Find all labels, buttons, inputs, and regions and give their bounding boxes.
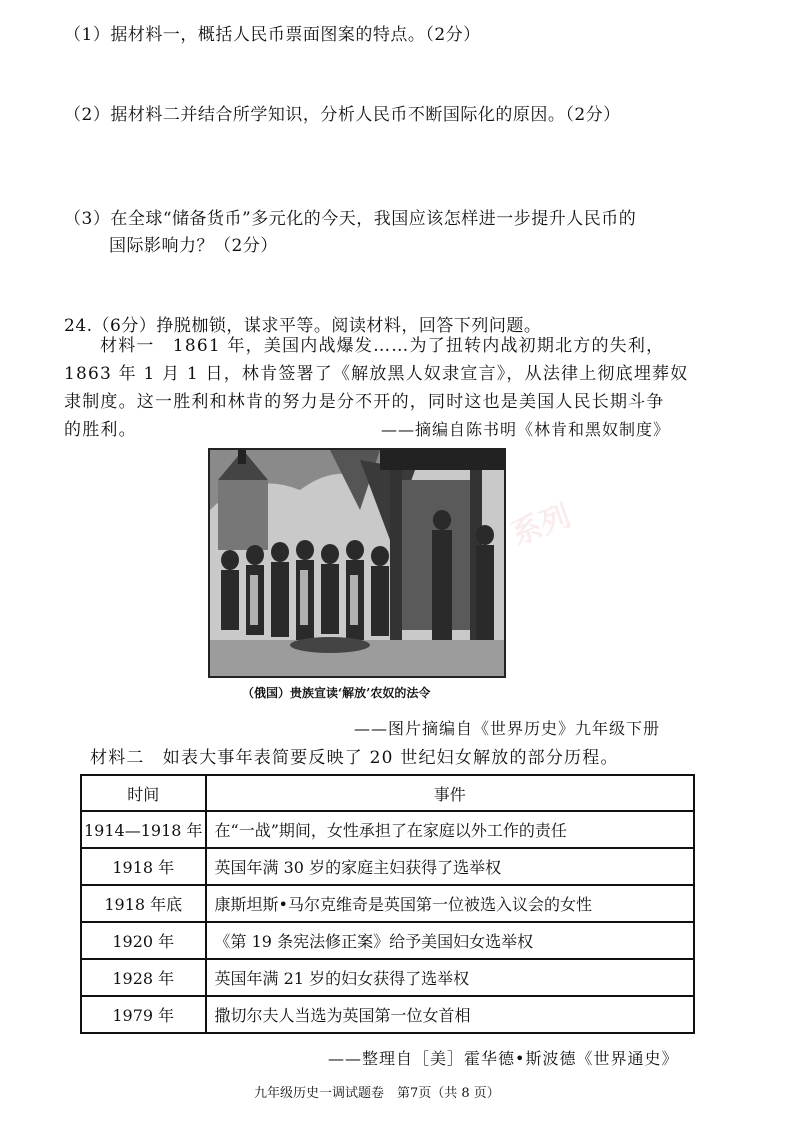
row-event: 在“一战”期间，女性承担了在家庭以外工作的责任 [206, 811, 694, 848]
table-header-event: 事件 [206, 775, 694, 811]
row-event: 英国年满 30 岁的家庭主妇获得了选举权 [206, 848, 694, 885]
row-time: 1914—1918 年 [81, 811, 206, 848]
engraving-illustration [208, 448, 506, 678]
table-row [81, 848, 694, 885]
watermark: 系列 [507, 498, 576, 552]
question-3-line-1: （3）在全球“储备货币”多元化的今天，我国应该怎样进一步提升人民币的 [64, 209, 637, 229]
row-time: 1979 年 [81, 996, 206, 1033]
material-1-line-1: 材料一 1861 年，美国内战爆发……为了扭转内战初期北方的失利， [100, 336, 665, 356]
image-caption: （俄国）贵族宣读‘解放’农奴的法令 [242, 686, 431, 700]
row-time: 1918 年 [81, 848, 206, 885]
question-24-header: 24.（6分）挣脱枷锁，谋求平等。阅读材料，回答下列问题。 [64, 316, 542, 336]
row-time: 1920 年 [81, 922, 206, 959]
row-time: 1928 年 [81, 959, 206, 996]
material-1-line-2: 1863 年 1 月 1 日，林肯签署了《解放黑人奴隶宣言》，从法律上彻底埋葬奴 [64, 364, 689, 384]
table-header-time: 时间 [81, 775, 206, 811]
table-header-row [81, 775, 694, 811]
table-row [81, 996, 694, 1033]
table-row [81, 885, 694, 922]
row-event: 撒切尔夫人当选为英国第一位女首相 [206, 996, 694, 1033]
material-2-intro: 材料二 如表大事年表简要反映了 20 世纪妇女解放的部分历程。 [90, 748, 619, 768]
row-time: 1918 年底 [81, 885, 206, 922]
row-event: 康斯坦斯•马尔克维奇是英国第一位被选入议会的女性 [206, 885, 694, 922]
table-row [81, 959, 694, 996]
image-source: ——图片摘编自《世界历史》九年级下册 [354, 719, 661, 738]
page-footer: 九年级历史一调试题卷 第7页（共 8 页） [254, 1086, 500, 1101]
question-3-line-2: 国际影响力？（2分） [109, 236, 278, 256]
material-2-source: ——整理自［美］霍华德•斯波德《世界通史》 [328, 1049, 679, 1068]
events-table [80, 774, 695, 1034]
material-1-line-4: 的胜利。 [64, 420, 137, 440]
table-row [81, 811, 694, 848]
question-2: （2）据材料二并结合所学知识，分析人民币不断国际化的原因。（2分） [64, 105, 621, 125]
row-event: 《第 19 条宪法修正案》给予美国妇女选举权 [206, 922, 694, 959]
material-1-line-3: 隶制度。这一胜利和林肯的努力是分不开的，同时这也是美国人民长期斗争 [64, 392, 665, 412]
table-row [81, 922, 694, 959]
material-1-source: ——摘编自陈书明《林肯和黑奴制度》 [381, 420, 671, 439]
question-1: （1）据材料一，概括人民币票面图案的特点。（2分） [64, 25, 481, 45]
row-event: 英国年满 21 岁的妇女获得了选举权 [206, 959, 694, 996]
